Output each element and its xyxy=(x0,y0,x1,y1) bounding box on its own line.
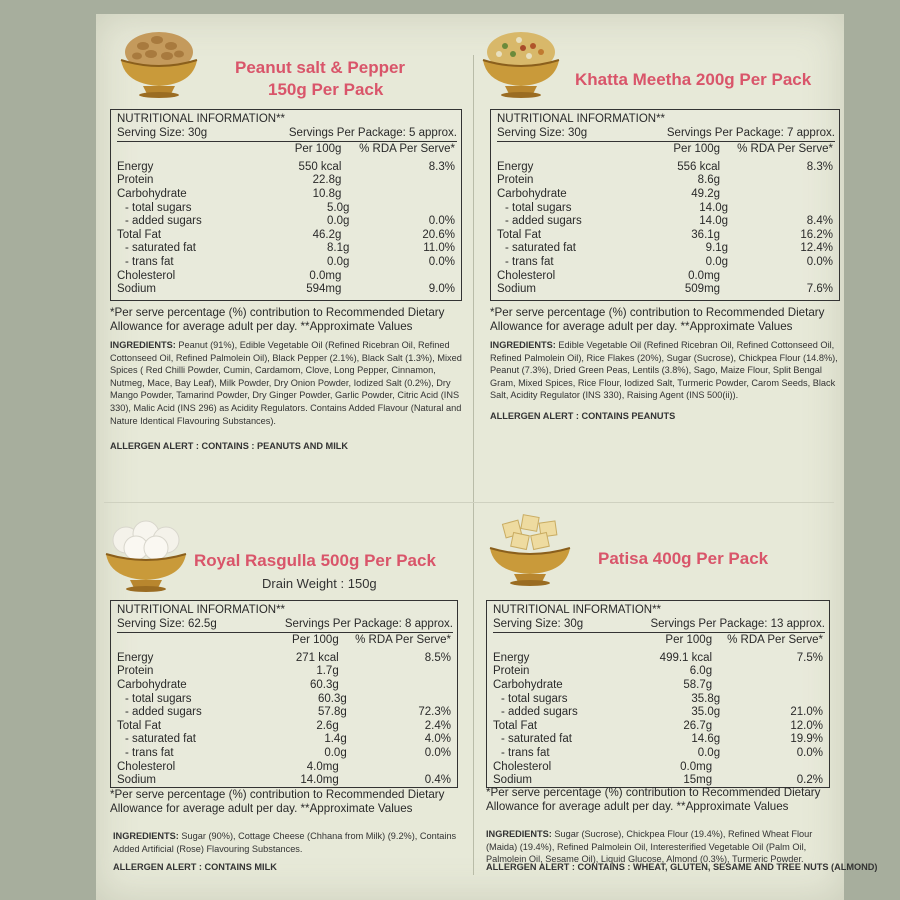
nutrient-label: Energy xyxy=(493,651,530,664)
nutrient-label: Carbohydrate xyxy=(497,187,567,200)
nutrient-row xyxy=(493,652,825,666)
nutrient-row xyxy=(493,679,825,693)
nutrient-row xyxy=(493,693,825,707)
nutrient-per100: 5.0g xyxy=(327,201,350,214)
nutrient-rda: 0.0% xyxy=(424,746,451,759)
nutrient-label: Energy xyxy=(117,651,154,664)
serving-size: Serving Size: 30g xyxy=(117,126,208,139)
nutrient-label: - trans fat xyxy=(505,255,554,268)
nutrient-rda: 7.6% xyxy=(806,283,833,296)
nutrient-per100: 271 kcal xyxy=(295,651,339,664)
servings-per-package: Servings Per Package: 13 approx. xyxy=(650,617,825,630)
nutrient-rda xyxy=(341,174,457,188)
col-per100: Per 100g xyxy=(665,634,713,647)
nutrient-row xyxy=(117,161,457,175)
rda-footnote: *Per serve percentage (%) contribution to Recommended Dietary Allowance for average adult per day. **Approximate Values xyxy=(490,306,825,333)
nutrient-label: - saturated fat xyxy=(125,242,196,255)
nutrient-row xyxy=(493,665,825,679)
nutrient-per100: 0.0g xyxy=(697,746,721,759)
serving-row xyxy=(497,127,835,143)
nutrient-per100: 0.0g xyxy=(705,255,729,268)
nutrient-row xyxy=(493,720,825,734)
nutrient-row xyxy=(497,283,835,297)
nutrient-per100: 6.0g xyxy=(689,665,713,678)
nutrient-row xyxy=(497,242,835,256)
ingredients-label: INGREDIENTS: xyxy=(110,340,176,350)
nutrient-rda: 16.2% xyxy=(800,228,833,241)
nutrient-rda xyxy=(339,761,453,775)
nutrient-rda: 0.0% xyxy=(428,255,455,268)
nutrient-per100: 46.2g xyxy=(312,228,342,241)
nutrient-rda: 4.0% xyxy=(424,733,451,746)
nutrient-row xyxy=(117,229,457,243)
ingredients-label: INGREDIENTS: xyxy=(486,829,552,839)
nutrient-per100: 8.1g xyxy=(327,242,350,255)
col-rda: % RDA Per Serve* xyxy=(355,634,451,647)
nutrient-label: Carbohydrate xyxy=(117,187,187,200)
nutrition-table xyxy=(486,600,830,788)
drain-weight: Drain Weight : 150g xyxy=(262,576,377,591)
nutrient-row xyxy=(117,188,457,202)
col-per100: Per 100g xyxy=(673,143,721,156)
nutrient-label: Total Fat xyxy=(497,228,542,241)
nutrition-header: NUTRITIONAL INFORMATION** xyxy=(497,113,666,125)
nutrient-label: - total sugars xyxy=(505,201,572,214)
rda-footnote: *Per serve percentage (%) contribution to Recommended Dietary Allowance for average adult per day. **Approximate Values xyxy=(110,306,445,333)
nutrient-rda xyxy=(341,270,457,284)
ingredients-label: INGREDIENTS: xyxy=(490,340,556,350)
nutrient-rda: 8.4% xyxy=(806,215,833,228)
nutrient-row xyxy=(493,761,825,775)
nutrient-per100: 26.7g xyxy=(683,719,713,732)
nutrient-row xyxy=(497,270,835,284)
serving-size: Serving Size: 62.5g xyxy=(117,617,217,630)
col-per100: Per 100g xyxy=(292,634,339,647)
col-rda: % RDA Per Serve* xyxy=(359,143,455,156)
nutrient-per100: 15mg xyxy=(683,774,713,787)
nutrient-per100: 0.0g xyxy=(327,215,350,228)
product-title: Royal Rasgulla 500g Per Pack xyxy=(194,551,436,570)
ingredients-list: Edible Vegetable Oil (Refined Ricebran Oil, Refined Cottonseed Oil, Refined Palmolein Oil), Rice Flakes (20%), Sugar (Sucrose), Chickpea Flour (14.8%), Peanut (7.3%), Dried Green Peas, Lentils (3.8%), Sago, Maize Flour, Split Bengal Gram, Mixed Spices, Rice Flour, Iodized Salt, Turmeric Powder, Carom Seeds, Black Salt, Acidity Regulator (INS 330), Raising Agent (INS 500(ii)). xyxy=(490,340,838,401)
nutrient-label: Protein xyxy=(117,174,154,187)
nutrient-label: - trans fat xyxy=(125,255,174,268)
nutrient-label: Energy xyxy=(497,160,534,173)
rda-footnote: *Per serve percentage (%) contribution to Recommended Dietary Allowance for average adult per day. **Approximate Values xyxy=(486,786,821,813)
nutrient-label: Sodium xyxy=(117,774,156,787)
nutrient-row xyxy=(117,693,453,707)
nutrient-per100: 58.7g xyxy=(683,678,713,691)
serving-row xyxy=(117,127,457,143)
nutrient-per100: 0.0g xyxy=(327,255,350,268)
product-title: Khatta Meetha 200g Per Pack xyxy=(575,70,812,89)
nutrient-rda: 8.3% xyxy=(806,160,833,173)
nutrient-per100: 36.1g xyxy=(691,228,721,241)
nutrient-label: Total Fat xyxy=(117,719,162,732)
ingredients-label: INGREDIENTS: xyxy=(113,831,179,841)
nutrient-label: Cholesterol xyxy=(117,269,176,282)
nutrient-rda: 12.4% xyxy=(800,242,833,255)
nutrient-per100: 14.6g xyxy=(691,733,721,746)
bowl-patisa-icon xyxy=(484,508,576,586)
column-headers xyxy=(497,143,835,157)
servings-per-package: Servings Per Package: 5 approx. xyxy=(288,126,457,139)
serving-size: Serving Size: 30g xyxy=(497,126,588,139)
nutrient-rda: 2.4% xyxy=(424,719,451,732)
nutrient-row xyxy=(117,706,453,720)
nutrient-per100: 49.2g xyxy=(691,187,721,200)
nutrient-per100: 1.4g xyxy=(324,733,347,746)
nutrient-row xyxy=(117,774,453,788)
nutrient-rda xyxy=(720,693,825,707)
nutrient-per100: 2.6g xyxy=(316,719,339,732)
nutrient-row xyxy=(117,720,453,734)
nutrient-row xyxy=(117,256,457,270)
nutrient-rda: 8.5% xyxy=(424,651,451,664)
nutrient-rda: 21.0% xyxy=(790,706,823,719)
nutrient-label: Energy xyxy=(117,160,154,173)
nutrient-per100: 22.8g xyxy=(312,174,342,187)
serving-row xyxy=(117,618,453,634)
nutrition-header: NUTRITIONAL INFORMATION** xyxy=(117,113,286,125)
nutrient-label: - total sugars xyxy=(125,201,192,214)
nutrient-rows xyxy=(493,652,825,788)
nutrient-per100: 35.8g xyxy=(691,692,721,705)
nutrient-label: Protein xyxy=(117,665,154,678)
nutrient-rda xyxy=(720,188,835,202)
nutrient-label: Cholesterol xyxy=(497,269,556,282)
product-title-line2: 150g Per Pack xyxy=(268,80,384,99)
nutrient-label: Sodium xyxy=(493,774,532,787)
nutrient-row xyxy=(117,761,453,775)
nutrient-rda: 8.3% xyxy=(428,160,455,173)
nutrient-rda: 0.2% xyxy=(796,774,823,787)
nutrition-header: NUTRITIONAL INFORMATION** xyxy=(117,604,286,616)
column-headers xyxy=(117,143,457,157)
nutrient-row xyxy=(117,242,457,256)
nutrient-per100: 509mg xyxy=(684,283,721,296)
nutrition-table xyxy=(490,109,840,301)
nutrient-per100: 1.7g xyxy=(316,665,339,678)
nutrient-per100: 60.3g xyxy=(309,678,339,691)
nutrient-per100: 14.0g xyxy=(699,215,729,228)
nutrient-rda xyxy=(728,202,835,216)
serving-row xyxy=(493,618,825,634)
ingredients-list: Sugar (Sucrose), Chickpea Flour (19.4%), Refined Wheat Flour (Maida) (19.4%), Refined Palmolein Oil, Interesterified Vegetable Oil (Palm Oil, Palmolein Oil, Sesame Oil), Liquid Glucose, Almond (0.3%), Turmeric Powder. xyxy=(486,829,813,865)
nutrient-label: Cholesterol xyxy=(493,760,552,773)
nutrient-rda: 0.0% xyxy=(796,746,823,759)
nutrient-row xyxy=(493,747,825,761)
nutrient-rda xyxy=(712,665,825,679)
nutrient-rda xyxy=(349,202,457,216)
nutrient-rda: 19.9% xyxy=(790,733,823,746)
nutrient-row xyxy=(497,256,835,270)
nutrient-per100: 550 kcal xyxy=(298,160,342,173)
nutrient-label: - trans fat xyxy=(501,746,550,759)
nutrient-row xyxy=(497,229,835,243)
bowl-khatta-meetha-icon xyxy=(475,22,567,100)
allergen-alert: ALLERGEN ALERT : CONTAINS : WHEAT, GLUTEN, SESAME AND TREE NUTS (ALMOND) xyxy=(486,862,878,872)
nutrient-row xyxy=(497,188,835,202)
nutrient-per100: 57.8g xyxy=(317,706,347,719)
nutrient-row xyxy=(497,161,835,175)
nutrient-per100: 9.1g xyxy=(705,242,729,255)
ingredients-text xyxy=(490,339,840,402)
nutrient-rda: 12.0% xyxy=(790,719,823,732)
nutrient-label: - total sugars xyxy=(501,692,568,705)
nutrient-row xyxy=(117,665,453,679)
ingredients-list: Peanut (91%), Edible Vegetable Oil (Refined Ricebran Oil, Refined Cottonseed Oil, Refined Palmolein Oil), Black Pepper (2.1%), Black Salt (1.3%), Mixed Spices ( Red Chilli Powder, Cumin, Cardamom, Clove, Long Pepper, Cinnamon, Nutmeg, Mace, Bay Leaf), Milk Powder, Dry Onion Powder, Iodized Salt (0.2%), Dry Mango Powder, Tamarind Powder, Dry Ginger Powder, Garlic Powder, Citric Acid (INS 330), Malic Acid (INS 296) as Acidity Regulators. Contains Added Flavour (Natural and Nature Identical Flavouring Substances). xyxy=(110,340,462,426)
nutrient-row xyxy=(117,679,453,693)
nutrient-label: Total Fat xyxy=(493,719,538,732)
nutrient-per100: 0.0g xyxy=(324,746,347,759)
nutrient-row xyxy=(117,652,453,666)
nutrient-rda xyxy=(341,188,457,202)
ingredients-text xyxy=(110,339,462,427)
nutrient-per100: 60.3g xyxy=(317,692,347,705)
ingredients-text xyxy=(113,830,458,855)
nutrient-per100: 0.0mg xyxy=(688,269,721,282)
nutrient-label: - trans fat xyxy=(125,746,174,759)
nutrient-per100: 14.0g xyxy=(699,201,729,214)
nutrient-rda xyxy=(339,665,453,679)
nutrient-per100: 556 kcal xyxy=(677,160,721,173)
nutrient-label: Sodium xyxy=(497,283,536,296)
nutrient-rda xyxy=(339,679,453,693)
nutrient-rda xyxy=(347,693,453,707)
nutrient-row xyxy=(117,215,457,229)
nutrient-label: Total Fat xyxy=(117,228,162,241)
allergen-alert: ALLERGEN ALERT : CONTAINS MILK xyxy=(113,862,277,872)
nutrient-label: Protein xyxy=(493,665,530,678)
allergen-alert: ALLERGEN ALERT : CONTAINS PEANUTS xyxy=(490,411,676,421)
servings-per-package: Servings Per Package: 8 approx. xyxy=(284,617,453,630)
nutrient-label: - total sugars xyxy=(125,692,192,705)
nutrient-rda: 7.5% xyxy=(796,651,823,664)
nutrient-row xyxy=(497,215,835,229)
nutrient-label: - added sugars xyxy=(125,215,202,228)
column-divider xyxy=(473,55,474,875)
nutrition-table xyxy=(110,600,458,788)
nutrient-per100: 10.8g xyxy=(312,187,342,200)
nutrient-rda: 0.0% xyxy=(806,255,833,268)
bowl-peanuts-icon xyxy=(113,22,205,100)
nutrient-per100: 4.0mg xyxy=(306,760,339,773)
nutrition-header: NUTRITIONAL INFORMATION** xyxy=(493,604,662,616)
nutrient-rda xyxy=(720,174,835,188)
nutrient-rda xyxy=(712,679,825,693)
ingredients-text xyxy=(486,828,830,866)
nutrient-row xyxy=(497,174,835,188)
nutrient-rda: 72.3% xyxy=(418,706,451,719)
nutrient-label: - added sugars xyxy=(125,706,202,719)
nutrient-rda: 0.4% xyxy=(424,774,451,787)
nutrient-rda: 9.0% xyxy=(428,283,455,296)
nutrient-per100: 0.0mg xyxy=(680,760,713,773)
nutrient-row xyxy=(117,174,457,188)
serving-size: Serving Size: 30g xyxy=(493,617,584,630)
nutrient-row xyxy=(117,747,453,761)
nutrient-row xyxy=(497,202,835,216)
column-headers xyxy=(493,634,825,648)
nutrient-label: - added sugars xyxy=(505,215,582,228)
nutrient-rda xyxy=(720,270,835,284)
nutrient-row xyxy=(117,733,453,747)
product-title: Patisa 400g Per Pack xyxy=(598,549,769,568)
column-headers xyxy=(117,634,453,648)
nutrient-label: - added sugars xyxy=(501,706,578,719)
nutrient-per100: 0.0mg xyxy=(309,269,342,282)
nutrient-label: Carbohydrate xyxy=(117,678,187,691)
nutrient-label: Sodium xyxy=(117,283,156,296)
bowl-rasgulla-icon xyxy=(100,514,192,592)
nutrient-rda: 0.0% xyxy=(428,215,455,228)
nutrient-per100: 499.1 kcal xyxy=(659,651,713,664)
nutrient-rows xyxy=(117,652,453,788)
rda-footnote: *Per serve percentage (%) contribution to Recommended Dietary Allowance for average adult per day. **Approximate Values xyxy=(110,788,445,815)
nutrient-rows xyxy=(117,161,457,297)
nutrient-rows xyxy=(497,161,835,297)
nutrient-row xyxy=(117,270,457,284)
nutrient-label: Carbohydrate xyxy=(493,678,563,691)
nutrient-label: - saturated fat xyxy=(505,242,576,255)
nutrient-per100: 35.0g xyxy=(691,706,721,719)
nutrient-rda xyxy=(712,761,825,775)
nutrient-label: - saturated fat xyxy=(125,733,196,746)
nutrient-label: Cholesterol xyxy=(117,760,176,773)
nutrient-rda: 11.0% xyxy=(423,242,455,255)
allergen-alert: ALLERGEN ALERT : CONTAINS : PEANUTS AND MILK xyxy=(110,441,349,451)
nutrient-label: - saturated fat xyxy=(501,733,572,746)
col-per100: Per 100g xyxy=(294,143,342,156)
nutrient-row xyxy=(493,706,825,720)
nutrient-rda: 20.6% xyxy=(422,228,455,241)
nutrient-row xyxy=(117,283,457,297)
col-rda: % RDA Per Serve* xyxy=(737,143,833,156)
product-title: Peanut salt & Pepper xyxy=(235,58,406,77)
nutrient-per100: 594mg xyxy=(306,283,342,296)
nutrient-label: Protein xyxy=(497,174,534,187)
ingredients-list: Sugar (90%), Cottage Cheese (Chhana from Milk) (9.2%), Contains Added Artificial (Rose) Flavouring Substances. xyxy=(113,831,457,854)
servings-per-package: Servings Per Package: 7 approx. xyxy=(666,126,835,139)
nutrition-table xyxy=(110,109,462,301)
nutrient-row xyxy=(493,733,825,747)
row-divider xyxy=(104,502,834,503)
col-rda: % RDA Per Serve* xyxy=(727,634,823,647)
nutrient-per100: 8.6g xyxy=(697,174,721,187)
nutrient-per100: 14.0mg xyxy=(300,774,339,787)
nutrient-row xyxy=(117,202,457,216)
